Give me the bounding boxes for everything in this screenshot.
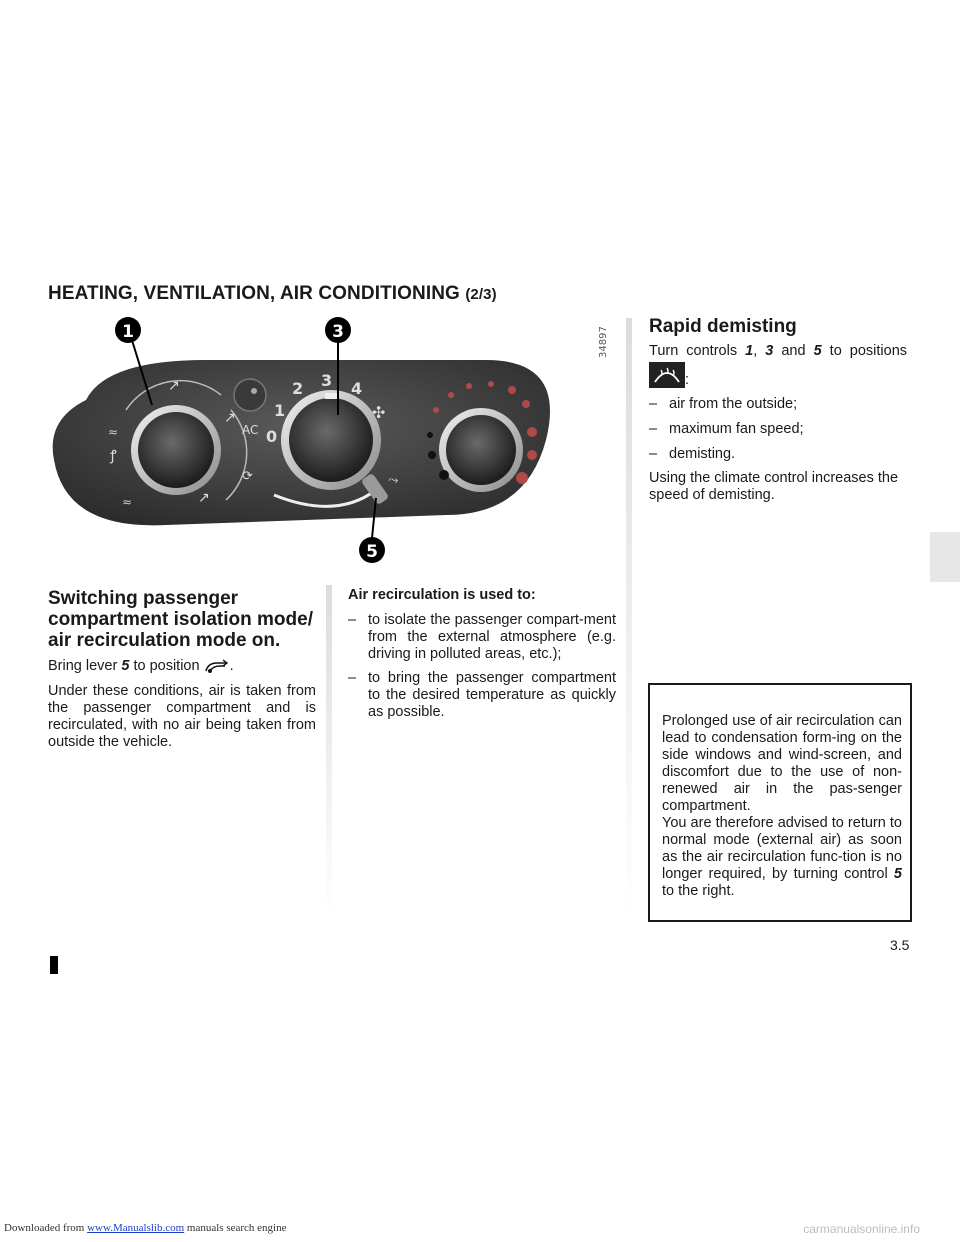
list-item: – maximum fan speed; xyxy=(649,421,804,437)
warning-text: Prolonged use of air recirculation can lead to condensation form-ing on the side windows and wind-screen, and discomfort due to the use of non-renewed air in the pas-senger compartment. You are therefore advised to return to normal mode (external air) as soon as the air recirculation func-tion is no longer required, by turning control 5 to the right. xyxy=(662,713,902,899)
demist-icon xyxy=(649,362,685,388)
recirc-lead: Air recirculation is used to: xyxy=(348,587,536,603)
svg-text:5: 5 xyxy=(366,542,378,562)
demist-position: : xyxy=(649,362,913,389)
svg-text:1: 1 xyxy=(122,322,134,342)
download-note: Downloaded from www.Manualslib.com manuals search engine xyxy=(4,1222,287,1234)
svg-text:⟳: ⟳ xyxy=(242,469,253,484)
svg-text:3: 3 xyxy=(332,322,344,342)
recirculation-icon xyxy=(204,658,230,674)
section-tab xyxy=(930,532,960,582)
svg-text:↗: ↗ xyxy=(224,410,236,426)
svg-text:4: 4 xyxy=(351,379,363,398)
svg-text:3: 3 xyxy=(321,371,333,390)
svg-text:≈: ≈ xyxy=(122,495,133,509)
switching-heading: Switching passenger compartment isolation mode/ air recirculation mode on. xyxy=(48,588,313,651)
column-divider-right xyxy=(626,318,632,918)
switching-instruction: Bring lever 5 to position . xyxy=(48,658,234,674)
rapid-demisting-intro: Turn controls 1, 3 and 5 to positions xyxy=(649,343,908,359)
svg-text:1: 1 xyxy=(274,401,286,420)
knob-3 xyxy=(289,398,373,482)
svg-text:↗: ↗ xyxy=(168,378,180,394)
page-title: HEATING, VENTILATION, AIR CONDITIONING (2/3) xyxy=(48,283,497,304)
switching-description: Under these conditions, air is taken from the passenger compartment and is recirculated, with no air being taken from outside the vehicle. xyxy=(48,683,316,750)
list-item: – to isolate the passenger compart-ment from the external atmosphere (e.g. driving in polluted areas, etc.); xyxy=(348,612,616,662)
svg-text:2: 2 xyxy=(292,379,304,398)
manualslib-link[interactable]: www.Manualslib.com xyxy=(87,1222,185,1234)
list-item: – demisting. xyxy=(649,446,736,462)
control-panel-figure xyxy=(46,310,616,580)
ac-button xyxy=(234,379,266,411)
watermark: carmanualsonline.info xyxy=(803,1222,920,1236)
svg-text:ꝭ: ꝭ xyxy=(110,448,117,464)
rapid-demisting-heading: Rapid demisting xyxy=(649,316,797,337)
knob-1 xyxy=(138,412,214,488)
svg-text:✣: ✣ xyxy=(372,403,386,422)
ac-label: AC xyxy=(242,423,259,437)
column-divider-left xyxy=(326,585,332,915)
list-item: – to bring the passenger compartment to the desired temperature as quickly as possible. xyxy=(348,670,616,720)
svg-text:≈: ≈ xyxy=(108,425,119,439)
image-code: 34897 xyxy=(598,326,609,358)
temperature-knob xyxy=(446,415,516,485)
list-item: – air from the outside; xyxy=(649,396,798,412)
warning-box xyxy=(648,683,912,922)
svg-text:0: 0 xyxy=(266,427,278,446)
rapid-demisting-note: Using the climate control increases the speed of demisting. xyxy=(649,470,899,503)
svg-text:↗: ↗ xyxy=(198,490,210,506)
page-number: 3.5 xyxy=(890,937,910,953)
svg-text:⤳: ⤳ xyxy=(388,473,399,488)
margin-marker xyxy=(50,956,58,974)
